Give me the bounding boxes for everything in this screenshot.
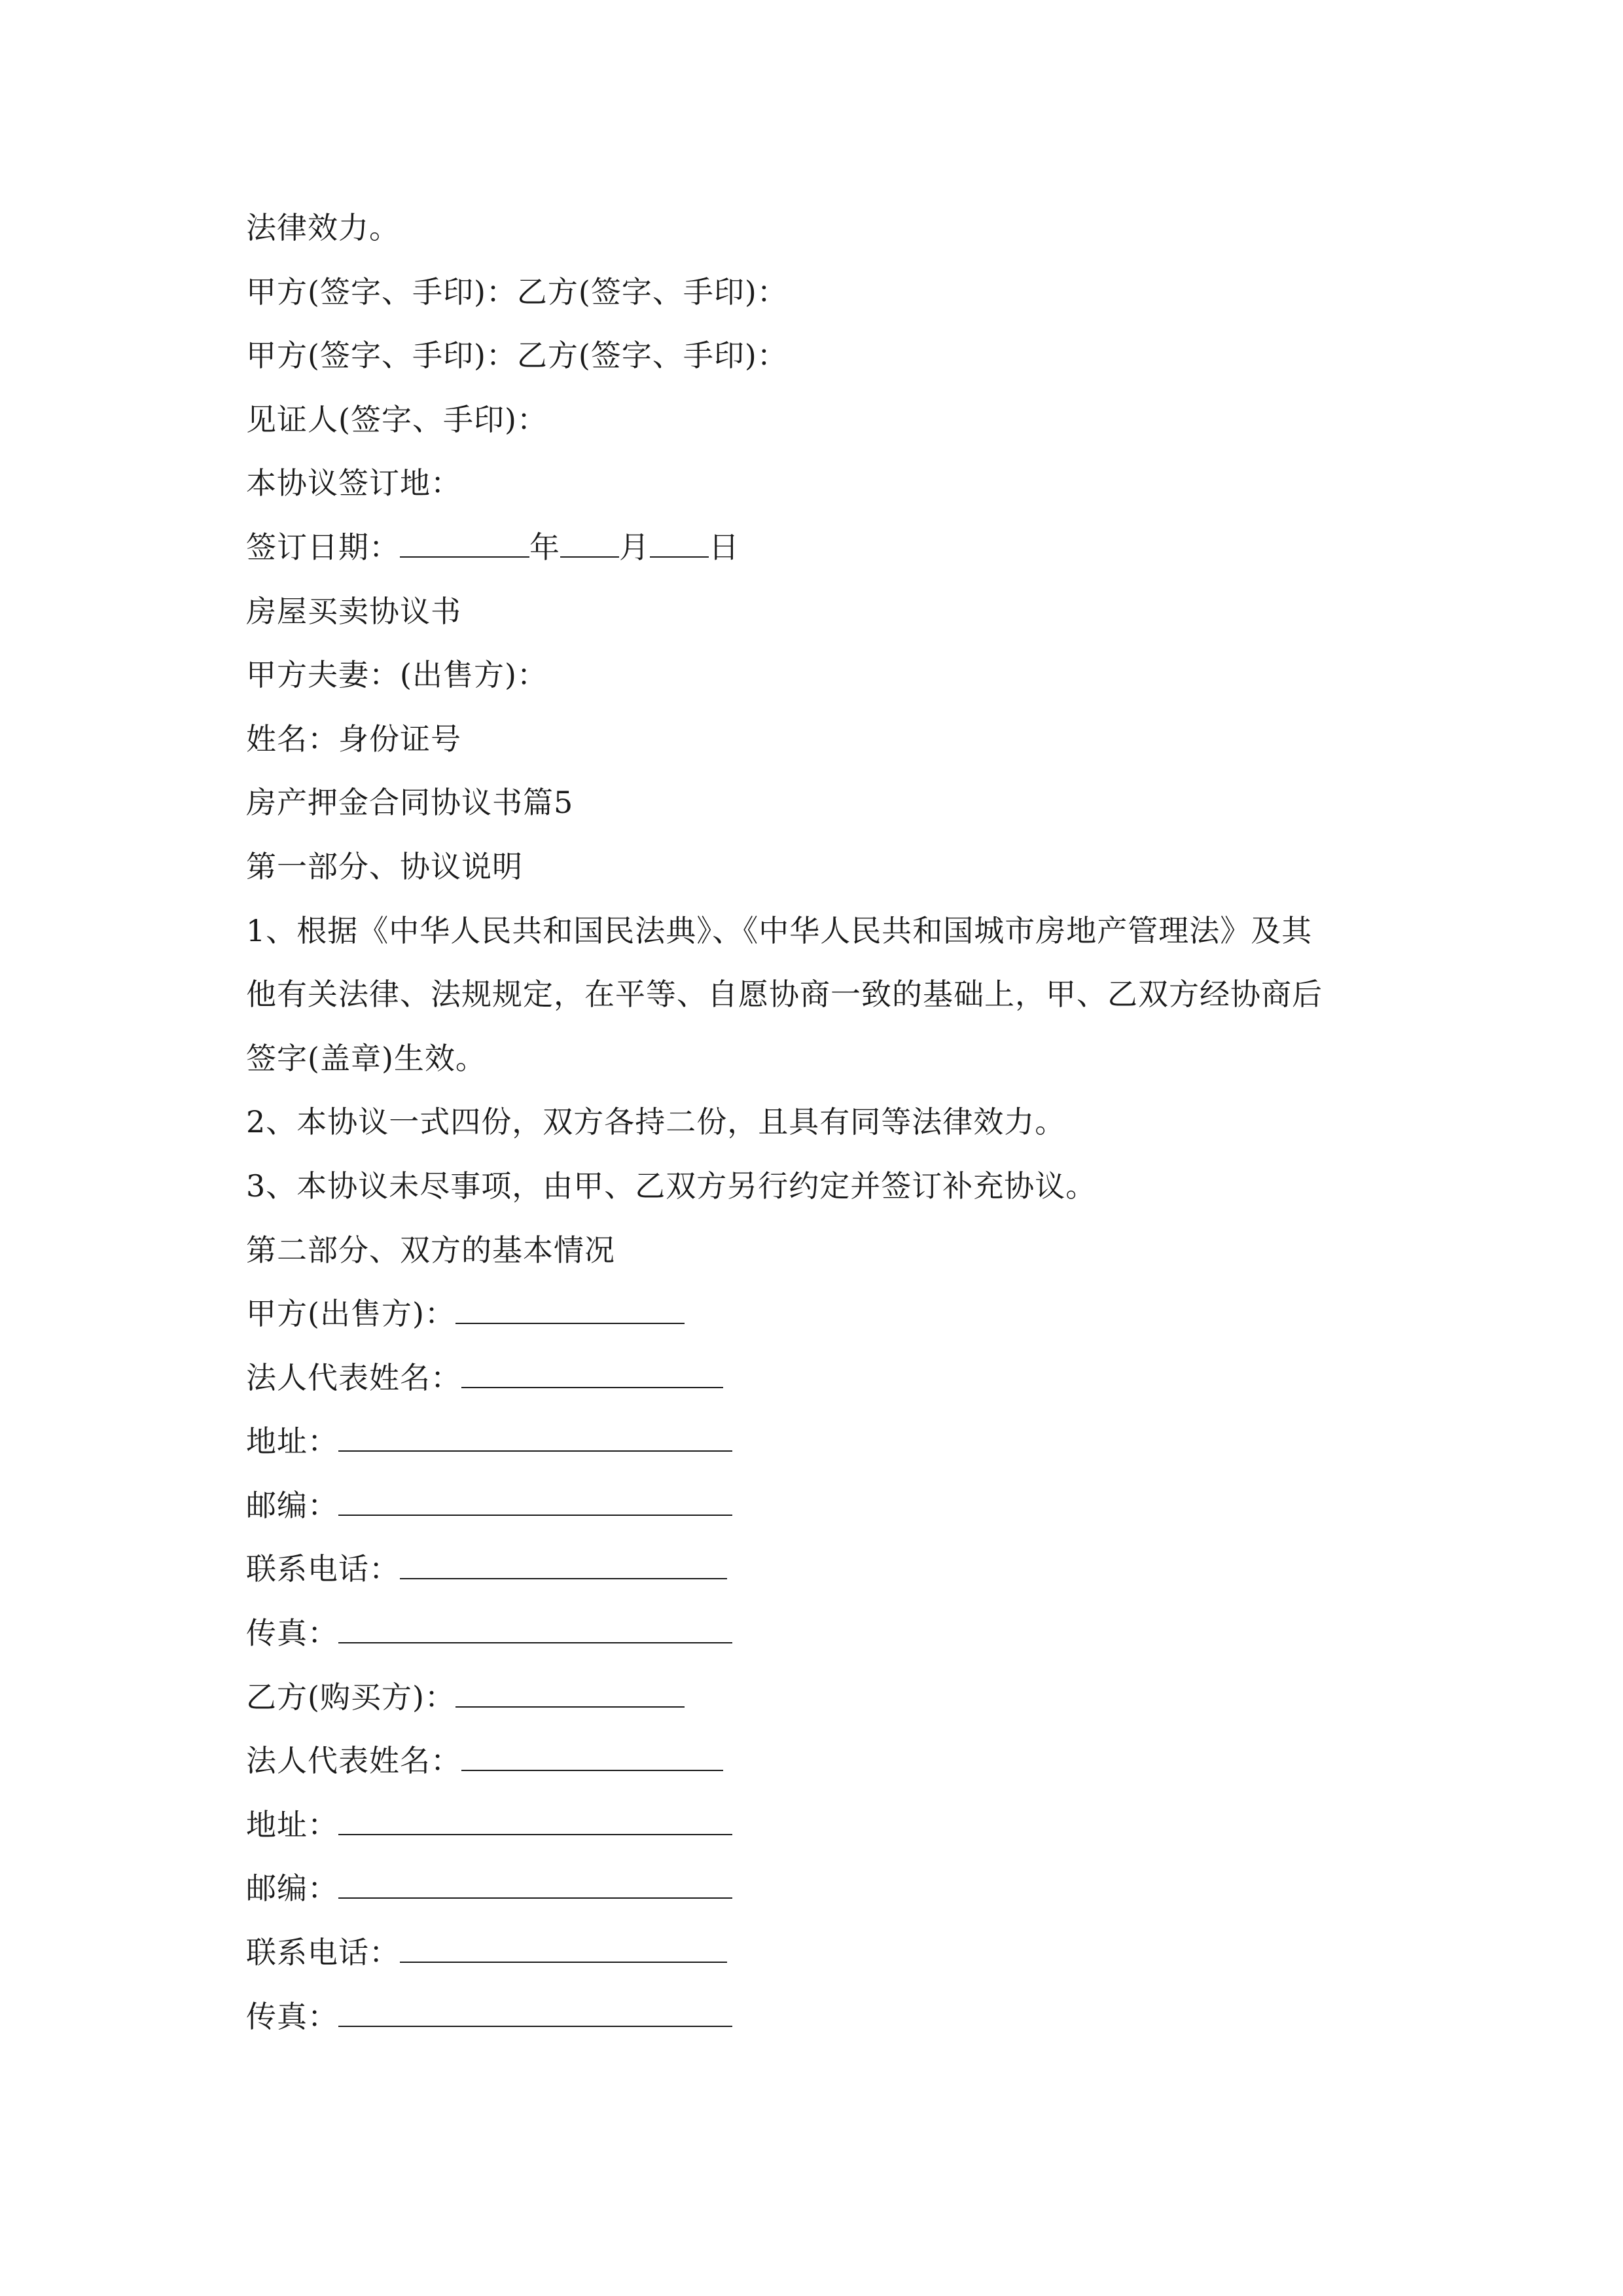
party-a-title-field xyxy=(246,1282,1385,1346)
signature-line-1: 甲方(签字、手印)：乙方(签字、手印)： xyxy=(246,274,788,310)
paragraph-line: 3、本协议未尽事项，由甲、乙双方另行约定并签订补充协议。 xyxy=(246,1168,1097,1204)
party-a-postcode-field xyxy=(246,1474,1385,1538)
party-a-fax-blank xyxy=(338,1605,732,1643)
party-b-fax-label: 传真： xyxy=(246,1998,338,2034)
party-a-address-field xyxy=(246,1410,1385,1474)
party-b-fax-field xyxy=(246,1985,1385,2049)
party-a-legal-rep-blank xyxy=(461,1350,723,1388)
month-label: 月 xyxy=(619,529,650,565)
section-heading: 第二部分、双方的基本情况 xyxy=(246,1232,615,1268)
party-b-phone-blank xyxy=(400,1925,727,1963)
section-title: 房产押金合同协议书篇5 xyxy=(246,785,574,821)
month-blank xyxy=(560,520,619,558)
paragraph-line: 1、根据《中华人民共和国民法典》、《中华人民共和国城市房地产管理法》及其 xyxy=(246,912,1313,948)
party-a-title-label: 甲方(出售方)： xyxy=(246,1296,455,1332)
text-line: 姓名：身份证号 xyxy=(246,721,461,757)
party-a-address-blank xyxy=(338,1414,732,1452)
witness-line: 见证人(签字、手印)： xyxy=(246,401,548,437)
party-b-address-field xyxy=(246,1793,1385,1857)
party-b-legal-rep-label: 法人代表姓名： xyxy=(246,1743,461,1779)
day-blank xyxy=(650,520,709,558)
day-label: 日 xyxy=(709,529,740,565)
signing-date-label: 签订日期： xyxy=(246,529,400,565)
party-a-legal-rep-field xyxy=(246,1346,1385,1410)
party-a-postcode-blank xyxy=(338,1478,732,1516)
party-b-address-label: 地址： xyxy=(246,1806,338,1842)
party-a-fax-label: 传真： xyxy=(246,1615,338,1651)
party-b-address-blank xyxy=(338,1797,732,1835)
party-b-name-blank xyxy=(455,1670,685,1708)
section-title: 房屋买卖协议书 xyxy=(246,593,461,629)
paragraph-line: 签字(盖章)生效。 xyxy=(246,1040,486,1076)
signature-line-2: 甲方(签字、手印)：乙方(签字、手印)： xyxy=(246,338,788,374)
year-blank xyxy=(400,520,529,558)
party-a-name-blank xyxy=(455,1286,685,1324)
signing-date-line xyxy=(246,516,1385,580)
party-a-fax-field xyxy=(246,1602,1385,1666)
party-b-postcode-blank xyxy=(338,1861,732,1899)
document-body xyxy=(246,196,1385,2049)
party-b-phone-field xyxy=(246,1921,1385,1985)
party-b-legal-rep-field xyxy=(246,1729,1385,1793)
section-heading: 第一部分、协议说明 xyxy=(246,848,523,884)
party-b-title-field xyxy=(246,1666,1385,1730)
party-b-phone-label: 联系电话： xyxy=(246,1935,400,1971)
year-label: 年 xyxy=(529,529,560,565)
signing-place-line: 本协议签订地： xyxy=(246,465,461,501)
text-line: 甲方夫妻：(出售方)： xyxy=(246,657,548,693)
party-b-postcode-field xyxy=(246,1857,1385,1921)
paragraph-line: 他有关法律、法规规定，在平等、自愿协商一致的基础上，甲、乙双方经协商后 xyxy=(246,977,1323,1013)
party-a-postcode-label: 邮编： xyxy=(246,1487,338,1523)
party-b-title-label: 乙方(购买方)： xyxy=(246,1679,455,1715)
party-b-legal-rep-blank xyxy=(461,1733,723,1771)
party-a-legal-rep-label: 法人代表姓名： xyxy=(246,1359,461,1395)
party-b-postcode-label: 邮编： xyxy=(246,1871,338,1907)
paragraph-line: 2、本协议一式四份，双方各持二份，且具有同等法律效力。 xyxy=(246,1104,1066,1140)
party-a-phone-field xyxy=(246,1537,1385,1602)
party-a-phone-label: 联系电话： xyxy=(246,1551,400,1587)
party-a-address-label: 地址： xyxy=(246,1424,338,1460)
text-line: 法律效力。 xyxy=(246,210,400,245)
party-a-phone-blank xyxy=(400,1541,727,1579)
party-b-fax-blank xyxy=(338,1989,732,2027)
